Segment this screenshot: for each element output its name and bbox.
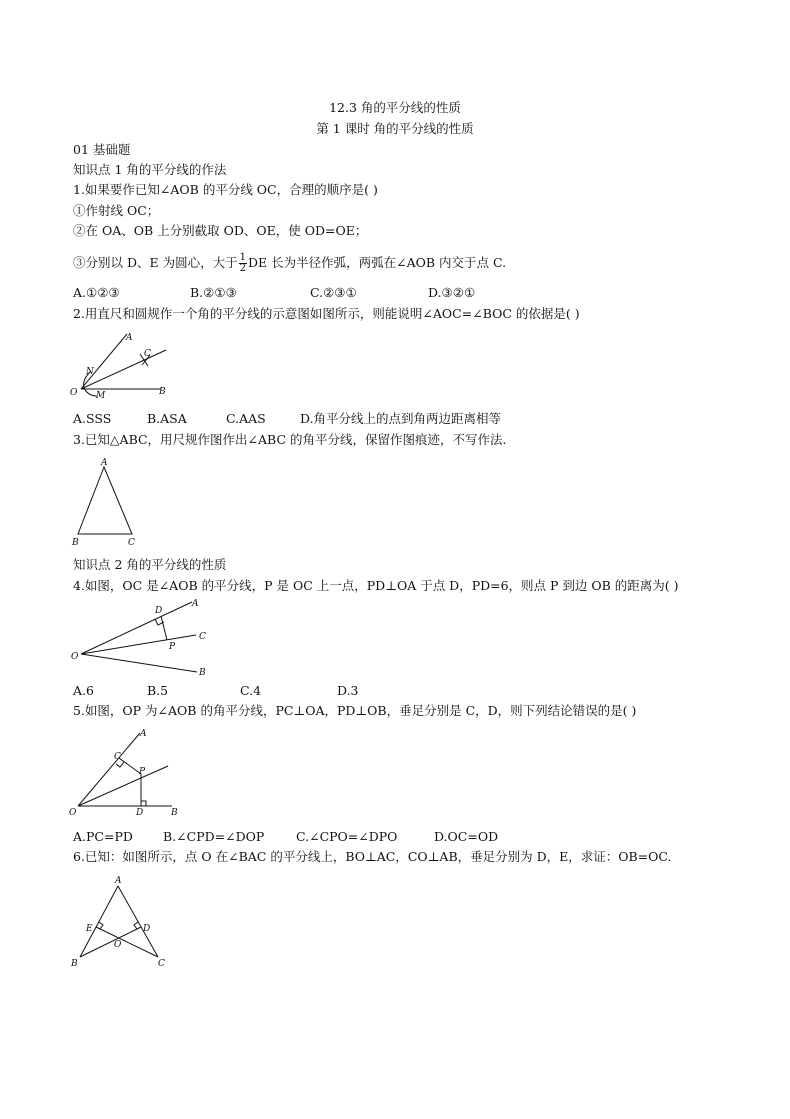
label-b: B [159, 387, 166, 397]
knowledge-point-1: 知识点 1 角的平分线的作法 [73, 162, 227, 177]
ray-oa [81, 334, 127, 389]
q5-option-a: A.PC=PD [73, 829, 133, 844]
label-d: D [155, 606, 163, 616]
q1-option-b: B.②①③ [190, 285, 237, 300]
q1-step3-after: DE 长为半径作弧，两弧在∠AOB 内交于点 C. [247, 255, 507, 270]
label-d: D [136, 808, 144, 818]
right-angle-mark-c [116, 762, 124, 767]
label-b: B [171, 808, 178, 818]
label-n: N [86, 367, 94, 377]
q4-figure [66, 595, 216, 680]
label-c: C [144, 349, 151, 359]
label-d: D [143, 924, 151, 934]
label-c: C [158, 959, 165, 969]
label-b: B [71, 959, 78, 969]
label-c: C [199, 632, 206, 642]
ray-oc [81, 635, 196, 654]
q1-step3 [73, 253, 506, 274]
label-o: O [69, 808, 77, 818]
q2-stem: 2.用直尺和圆规作一个角的平分线的示意图如图所示，则能说明∠AOC=∠BOC 的依据是( ) [73, 306, 580, 321]
label-e: E [86, 924, 93, 934]
q2-option-b: B.ASA [147, 411, 187, 426]
label-a: A [115, 876, 122, 886]
triangle-abc [78, 467, 132, 534]
q3-figure [68, 455, 148, 547]
q1-step3-before: ③分别以 D、E 为圆心，大于 [73, 255, 238, 270]
label-a: A [126, 333, 133, 343]
segment-pc [119, 758, 141, 774]
label-b: B [199, 668, 206, 678]
doc-subtitle: 第 1 课时 角的平分线的性质 [316, 121, 474, 136]
fraction-denominator: 2 [239, 263, 246, 274]
q1-step1: ①作射线 OC； [73, 203, 160, 218]
one-half-fraction [239, 253, 247, 274]
label-a: A [192, 599, 199, 609]
q5-option-b: B.∠CPD=∠DOP [163, 829, 265, 844]
q5-figure [66, 724, 191, 820]
side-ac [118, 886, 158, 957]
label-a: A [101, 458, 108, 468]
q1-step2: ②在 OA、OB 上分别截取 OD、OE，使 OD=OE； [73, 223, 368, 238]
label-p: P [169, 642, 176, 652]
right-angle-mark-e [99, 922, 103, 929]
q4-option-a: A.6 [73, 683, 94, 698]
label-m: M [96, 391, 106, 401]
label-p: P [139, 767, 146, 777]
ray-op [78, 766, 168, 806]
ray-oa [81, 602, 192, 654]
right-angle-mark-d [141, 801, 146, 806]
q4-option-d: D.3 [337, 683, 359, 698]
label-o: O [71, 652, 79, 662]
segment-pd [161, 616, 167, 640]
q2-option-a: A.SSS [73, 411, 112, 426]
q2-figure [60, 328, 180, 408]
q4-stem: 4.如图，OC 是∠AOB 的平分线，P 是 OC 上一点，PD⊥OA 于点 D，PD=6，则点 P 到边 OB 的距离为( ) [73, 578, 679, 593]
q4-option-c: C.4 [240, 683, 262, 698]
q1-option-a: A.①②③ [73, 285, 120, 300]
q1-stem: 1.如果要作已知∠AOB 的平分线 OC，合理的顺序是( ) [73, 182, 378, 197]
q1-option-c: C.②③① [310, 285, 357, 300]
q6-stem: 6.已知：如图所示，点 O 在∠BAC 的平分线上，BO⊥AC，CO⊥AB，垂足分别为 D，E，求证：OB=OC. [73, 849, 672, 864]
ray-ob [81, 654, 197, 672]
label-o: O [70, 388, 78, 398]
doc-title: 12.3 角的平分线的性质 [329, 100, 461, 115]
label-c: C [114, 752, 121, 762]
right-angle-mark-d [134, 922, 138, 929]
label-c: C [128, 538, 135, 548]
label-a: A [140, 729, 147, 739]
label-b: B [72, 538, 79, 548]
knowledge-point-2: 知识点 2 角的平分线的性质 [73, 557, 227, 572]
q2-option-d: D.角平分线上的点到角两边距离相等 [300, 411, 502, 426]
fraction-numerator: 1 [239, 252, 246, 263]
q4-option-b: B.5 [147, 683, 169, 698]
q2-option-c: C.AAS [226, 411, 266, 426]
section-heading: 01 基础题 [73, 142, 131, 157]
q1-option-d: D.③②① [428, 285, 476, 300]
q5-option-d: D.OC=OD [434, 829, 499, 844]
q3-stem: 3.已知△ABC，用尺规作图作出∠ABC 的角平分线，保留作图痕迹，不写作法. [73, 432, 507, 447]
q6-figure [66, 874, 176, 972]
q5-stem: 5.如图，OP 为∠AOB 的角平分线，PC⊥OA，PD⊥OB，垂足分别是 C，D，则下列结论错误的是( ) [73, 703, 637, 718]
label-o: O [114, 940, 122, 950]
side-ab [80, 886, 118, 957]
q5-option-c: C.∠CPO=∠DPO [296, 829, 398, 844]
ray-oa [78, 733, 140, 806]
